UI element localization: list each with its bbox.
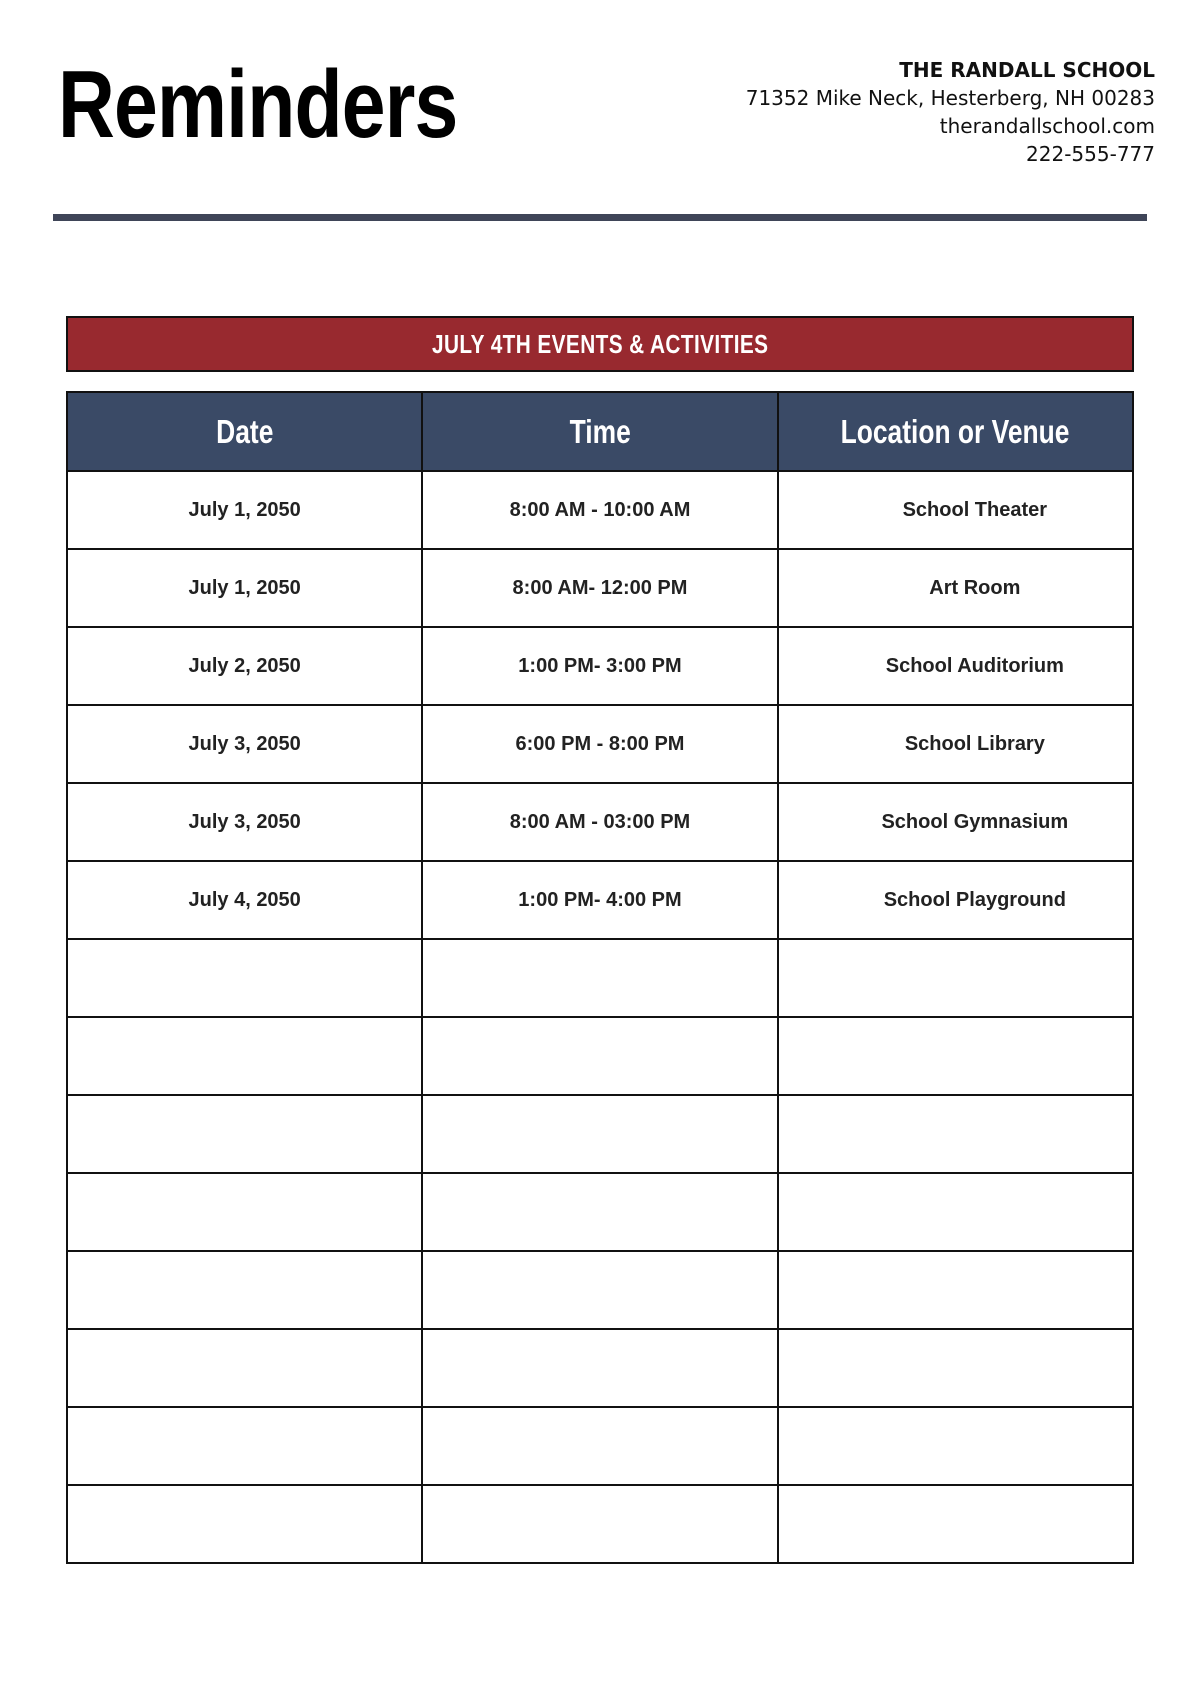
table-row <box>67 627 1133 705</box>
location-cell: Art Room <box>778 549 1133 627</box>
date-cell <box>67 1173 422 1251</box>
school-website: therandallschool.com <box>939 114 1155 138</box>
time-cell: 8:00 AM - 10:00 AM <box>422 471 777 549</box>
events-table <box>66 391 1134 1564</box>
school-address: 71352 Mike Neck, Hesterberg, NH 00283 <box>745 86 1155 110</box>
time-cell <box>422 1173 777 1251</box>
location-cell <box>778 1173 1133 1251</box>
time-cell <box>422 1407 777 1485</box>
date-cell: July 4, 2050 <box>67 861 422 939</box>
time-cell <box>422 939 777 1017</box>
time-cell: 8:00 AM - 03:00 PM <box>422 783 777 861</box>
divider <box>53 214 1147 221</box>
location-cell <box>778 1095 1133 1173</box>
date-cell: July 3, 2050 <box>67 783 422 861</box>
date-cell <box>67 1017 422 1095</box>
location-cell: School Gymnasium <box>778 783 1133 861</box>
column-header-date <box>67 392 422 471</box>
date-cell: July 1, 2050 <box>67 549 422 627</box>
location-cell <box>778 1485 1133 1563</box>
location-cell: School Playground <box>778 861 1133 939</box>
time-cell <box>422 1329 777 1407</box>
date-cell: July 1, 2050 <box>67 471 422 549</box>
table-row <box>67 705 1133 783</box>
table-row <box>67 471 1133 549</box>
page-title: Reminders <box>58 51 458 158</box>
school-phone: 222-555-777 <box>1026 142 1155 166</box>
date-cell <box>67 1251 422 1329</box>
table-row <box>67 1329 1133 1407</box>
date-cell <box>67 1095 422 1173</box>
location-cell: School Library <box>778 705 1133 783</box>
table-row <box>67 783 1133 861</box>
time-cell <box>422 1017 777 1095</box>
time-cell: 6:00 PM - 8:00 PM <box>422 705 777 783</box>
date-cell: July 2, 2050 <box>67 627 422 705</box>
time-cell: 1:00 PM- 3:00 PM <box>422 627 777 705</box>
date-cell: July 3, 2050 <box>67 705 422 783</box>
column-header-label: Time <box>569 412 631 450</box>
banner-title: JULY 4TH EVENTS & ACTIVITIES <box>431 328 769 359</box>
time-cell: 1:00 PM- 4:00 PM <box>422 861 777 939</box>
location-cell <box>778 1407 1133 1485</box>
table-row <box>67 1485 1133 1563</box>
table-row <box>67 549 1133 627</box>
column-header-label: Location or Venue <box>840 412 1070 450</box>
table-row <box>67 1095 1133 1173</box>
table-header-row <box>67 392 1133 471</box>
time-cell: 8:00 AM- 12:00 PM <box>422 549 777 627</box>
table-row <box>67 1017 1133 1095</box>
date-cell <box>67 1407 422 1485</box>
column-header-time <box>422 392 777 471</box>
date-cell <box>67 939 422 1017</box>
location-cell: School Theater <box>778 471 1133 549</box>
column-header-location <box>778 392 1133 471</box>
time-cell <box>422 1485 777 1563</box>
time-cell <box>422 1095 777 1173</box>
location-cell <box>778 1251 1133 1329</box>
table-row <box>67 1251 1133 1329</box>
location-cell <box>778 1329 1133 1407</box>
date-cell <box>67 1329 422 1407</box>
location-cell <box>778 939 1133 1017</box>
time-cell <box>422 1251 777 1329</box>
table-row <box>67 1173 1133 1251</box>
table-row <box>67 861 1133 939</box>
table-row <box>67 1407 1133 1485</box>
table-row <box>67 939 1133 1017</box>
school-name: THE RANDALL SCHOOL <box>899 58 1155 82</box>
date-cell <box>67 1485 422 1563</box>
events-banner <box>66 316 1134 372</box>
column-header-label: Date <box>216 412 274 450</box>
location-cell: School Auditorium <box>778 627 1133 705</box>
location-cell <box>778 1017 1133 1095</box>
school-contact <box>746 56 1155 168</box>
